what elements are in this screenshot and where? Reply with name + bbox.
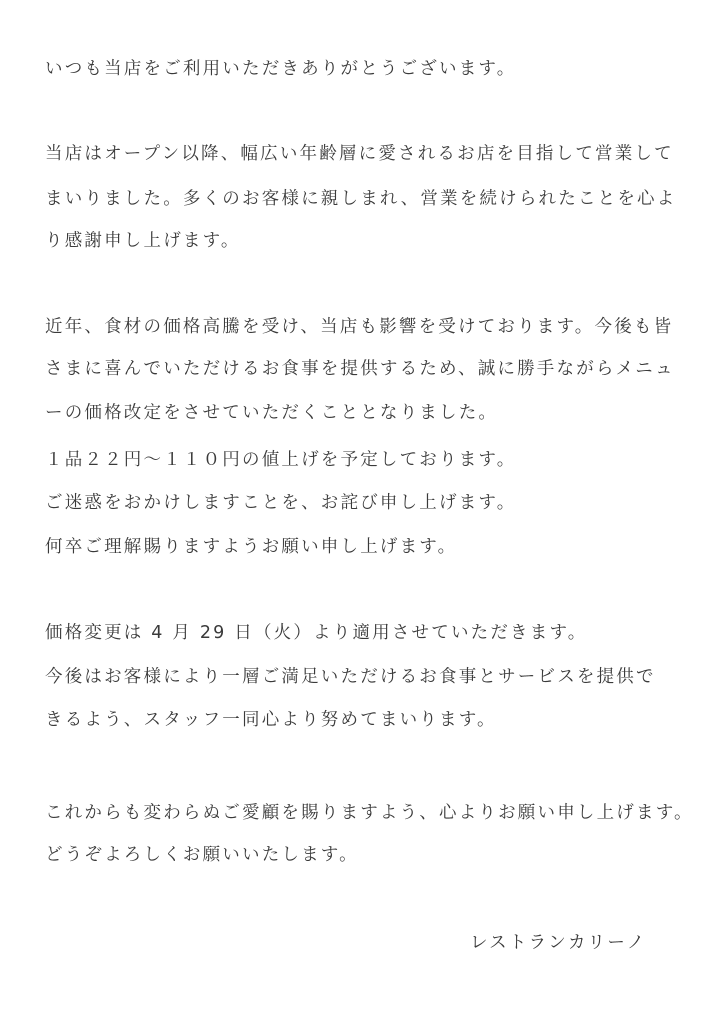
greeting-line: いつも当店をご利用いただきありがとうございます。: [45, 59, 517, 79]
paragraph1-line-1: 当店はオープン以降、幅広い年齢層に愛されるお店を目指して営業して: [45, 144, 674, 164]
paragraph2-line-5: ご迷惑をおかけしますことを、お詫び申し上げます。: [45, 493, 517, 513]
paragraph3-line-2: 今後はお客様により一層ご満足いただけるお食事とサービスを提供で: [45, 667, 656, 687]
paragraph1-line-3: り感謝申し上げます。: [45, 231, 241, 251]
paragraph2-line-1: 近年、食材の価格高騰を受け、当店も影響を受けております。今後も皆: [45, 317, 674, 337]
paragraph2-line-6: 何卒ご理解賜りますようお願い申し上げます。: [45, 537, 458, 557]
paragraph4-line-1: これからも変わらぬご愛顧を賜りますよう、心よりお願い申し上げます。: [45, 803, 694, 823]
paragraph3-line-3: きるよう、スタッフ一同心より努めてまいります。: [45, 710, 497, 730]
paragraph2-line-2: さまに喜んでいただけるお食事を提供するため、誠に勝手ながらメニュ: [45, 359, 675, 379]
restaurant-signature: レストランカリーノ: [470, 933, 647, 953]
paragraph1-line-2: まいりました。多くのお客様に親しまれ、営業を続けられたことを心よ: [45, 189, 677, 209]
paragraph2-line-3: ーの価格改定をさせていただくこととなりました。: [45, 403, 499, 423]
paragraph2-line-4: １品２２円〜１１０円の値上げを予定しております。: [45, 450, 517, 470]
paragraph4-line-2: どうぞよろしくお願いいたします。: [45, 845, 359, 865]
paragraph3-line-1: 価格変更は 4 月 29 日（火）より適用させていただきます。: [45, 623, 588, 643]
